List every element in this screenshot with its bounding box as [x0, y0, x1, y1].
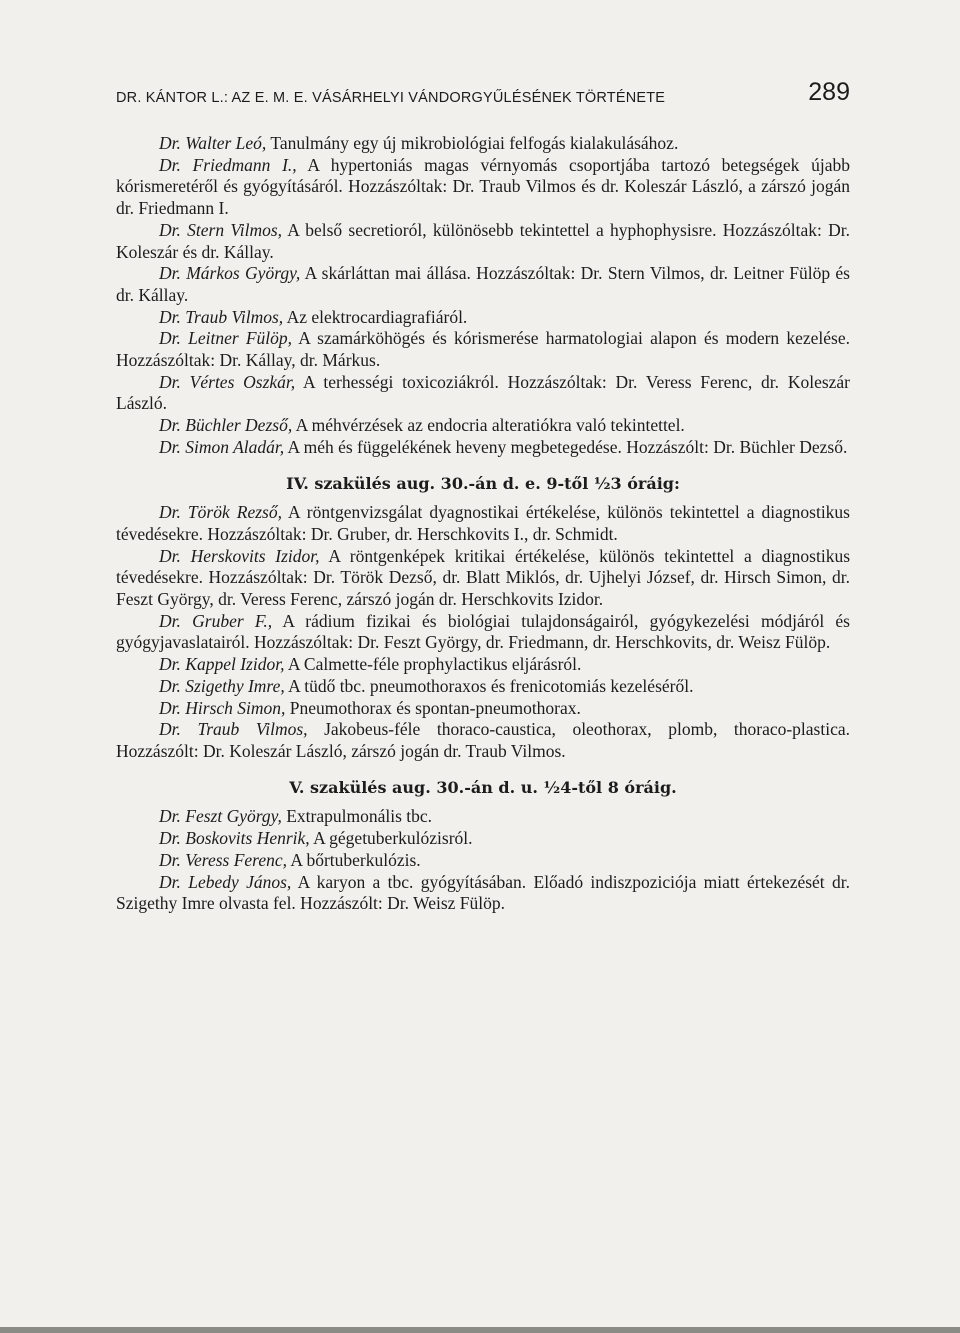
- entry-prefix: Dr.: [159, 654, 181, 675]
- program-entry: [116, 850, 850, 872]
- entry-prefix: Dr.: [159, 371, 181, 392]
- program-entry: [116, 828, 850, 850]
- program-entry: [116, 502, 850, 545]
- entry-prefix: Dr.: [159, 306, 181, 327]
- entry-text: A belső secretioról, különösebb tekintettel a hyphophysisre. Hozzászóltak: Dr. Koleszár és dr. Kállay.: [116, 219, 850, 262]
- entry-text: A méhvérzések az endocria alteratiókra való tekintettel.: [295, 415, 685, 436]
- entry-prefix: Dr.: [159, 133, 181, 153]
- entry-text: A hypertoniás magas vérnyomás csoportjába tartozó betegségek újabb kórismeretéről és gyógyításáról. Hozzászóltak: Dr. Traub Vilmos és dr. Koleszár László, a zárszó jogán dr. Friedmann I.: [116, 154, 850, 219]
- entry-text: A szamárköhögés és kórismerése harmatologiai alapon és modern kezelése. Hozzászóltak: Dr. Kállay, dr. Márkus.: [116, 328, 851, 371]
- entry-prefix: Dr.: [159, 415, 181, 436]
- program-entry: [116, 698, 850, 720]
- entry-text: A Calmette-féle prophylactikus eljárásról.: [287, 654, 582, 675]
- entry-prefix: Dr.: [159, 328, 181, 349]
- speaker-name: Szigethy Imre,: [185, 675, 285, 696]
- entry-text: Tanulmány egy új mikrobiológiai felfogás kialakulásához.: [270, 133, 679, 153]
- speaker-name: Leitner Fülöp,: [188, 328, 293, 349]
- speaker-name: Hirsch Simon,: [185, 697, 286, 718]
- entry-prefix: Dr.: [159, 806, 181, 827]
- speaker-name: Lebedy János,: [188, 871, 292, 892]
- speaker-name: Márkos György,: [186, 263, 301, 284]
- entry-text: A gégetuberkulózisról.: [313, 828, 473, 849]
- entry-text: A terhességi toxicoziákról. Hozzászóltak: Dr. Veress Ferenc, dr. Koleszár László.: [116, 371, 851, 414]
- session-heading: IV. szakülés aug. 30.-án d. e. 9-től ½3 óráig:: [286, 473, 680, 493]
- speaker-name: Stern Vilmos,: [187, 219, 283, 240]
- speaker-name: Büchler Dezső,: [185, 415, 293, 436]
- program-entry: [116, 307, 850, 329]
- speaker-name: Kappel Izidor,: [185, 654, 285, 675]
- page-header: [116, 76, 850, 116]
- page-body: [116, 133, 850, 915]
- program-entry: [116, 676, 850, 698]
- entry-prefix: Dr.: [159, 502, 181, 523]
- entry-prefix: Dr.: [159, 154, 181, 175]
- speaker-name: Friedmann I.,: [192, 154, 297, 175]
- entry-prefix: Dr.: [159, 697, 181, 718]
- entry-text: A bőrtuberkulózis.: [290, 849, 421, 870]
- entry-text: A méh és függelékének heveny megbetegedése. Hozzászólt: Dr. Büchler Dezső.: [287, 436, 848, 457]
- entry-text: Az elektrocardiagrafiáról.: [286, 306, 468, 327]
- program-entry: [116, 415, 850, 437]
- program-entry: [116, 372, 850, 415]
- entry-text: Extrapulmonális tbc.: [286, 806, 433, 827]
- speaker-name: Gruber F.,: [192, 610, 273, 631]
- entry-prefix: Dr.: [159, 610, 181, 631]
- entry-text: A röntgenvizsgálat dyagnostikai értékelése, különös tekintettel a diagnostikus tévedésekre. Hozzászóltak: Dr. Gruber, dr. Herschkovits I., dr. Schmidt.: [116, 502, 850, 544]
- entry-prefix: Dr.: [159, 219, 181, 240]
- program-entry: [116, 220, 850, 263]
- speaker-name: Traub Vilmos,: [197, 719, 308, 740]
- entry-prefix: Dr.: [159, 849, 181, 870]
- program-entry: [116, 263, 850, 306]
- entry-prefix: Dr.: [159, 263, 181, 284]
- entry-text: A tüdő tbc. pneumothoraxos és frenicotomiás kezeléséről.: [288, 675, 694, 696]
- entry-text: A skárláttan mai állása. Hozzászóltak: Dr. Stern Vilmos, dr. Leitner Fülöp és dr. Kállay.: [116, 263, 850, 305]
- entry-text: A röntgenképek kritikai értékelése, különös tekintettel a diagnostikus tévedésekre. Hozzászóltak: Dr. Török Dezső, dr. Blatt Miklós, dr. Ujhelyi József, dr. Hirsch Simon, dr. Feszt György, dr. Veress Ferenc, zárszó jogán dr. Herschkovits Izidor.: [116, 545, 851, 610]
- speaker-name: Simon Aladár,: [185, 436, 285, 457]
- entry-prefix: Dr.: [159, 436, 181, 457]
- scan-edge-shadow: [0, 1327, 960, 1333]
- speaker-name: Walter Leó,: [185, 133, 267, 153]
- entry-text: A rádium fizikai és biológiai tulajdonságairól, gyógykezelési módjáról és gyógyjavaslatairól. Hozzászóltak: Dr. Feszt György, dr. Friedmann, dr. Herschkovits, dr. Weisz Fülöp.: [116, 610, 850, 653]
- session-heading: V. szakülés aug. 30.-án d. u. ½4-től 8 óráig.: [289, 777, 677, 797]
- speaker-name: Veress Ferenc,: [185, 849, 287, 870]
- speaker-name: Feszt György,: [185, 806, 282, 827]
- entry-prefix: Dr.: [159, 871, 181, 892]
- entry-text: Pneumothorax és spontan-pneumothorax.: [289, 697, 581, 718]
- speaker-name: Vértes Oszkár,: [189, 371, 296, 392]
- entry-prefix: Dr.: [159, 545, 181, 566]
- program-entry: [116, 872, 850, 915]
- entry-prefix: Dr.: [159, 719, 181, 740]
- speaker-name: Herskovits Izidor,: [190, 545, 320, 566]
- program-entry: [116, 546, 850, 611]
- program-entry: [116, 719, 850, 762]
- speaker-name: Traub Vilmos,: [185, 306, 284, 327]
- program-entry: [116, 654, 850, 676]
- program-entry: [116, 328, 850, 371]
- entry-prefix: Dr.: [159, 828, 181, 849]
- speaker-name: Török Rezső,: [187, 502, 282, 523]
- entry-prefix: Dr.: [159, 675, 181, 696]
- program-entry: [116, 806, 850, 828]
- program-entry: [116, 155, 850, 220]
- entry-text: A karyon a tbc. gyógyításában. Előadó indiszpoziciója miatt értekezését dr. Szigethy Imre olvasta fel. Hozzászólt: Dr. Weisz Fülöp.: [116, 871, 850, 914]
- program-entry: [116, 611, 850, 654]
- speaker-name: Boskovits Henrik,: [185, 828, 310, 849]
- program-entry: [116, 133, 850, 155]
- running-title: DR. KÁNTOR L.: AZ E. M. E. VÁSÁRHELYI VÁNDORGYŰLÉSÉNEK TÖRTÉNETE: [116, 90, 666, 106]
- page-number: 289: [808, 78, 850, 106]
- entry-text: Jakobeus-féle thoraco-caustica, oleothorax, plomb, thoraco-plastica. Hozzászólt: Dr. Koleszár László, zárszó jogán dr. Traub Vilmos.: [116, 719, 850, 761]
- program-entry: [116, 437, 850, 459]
